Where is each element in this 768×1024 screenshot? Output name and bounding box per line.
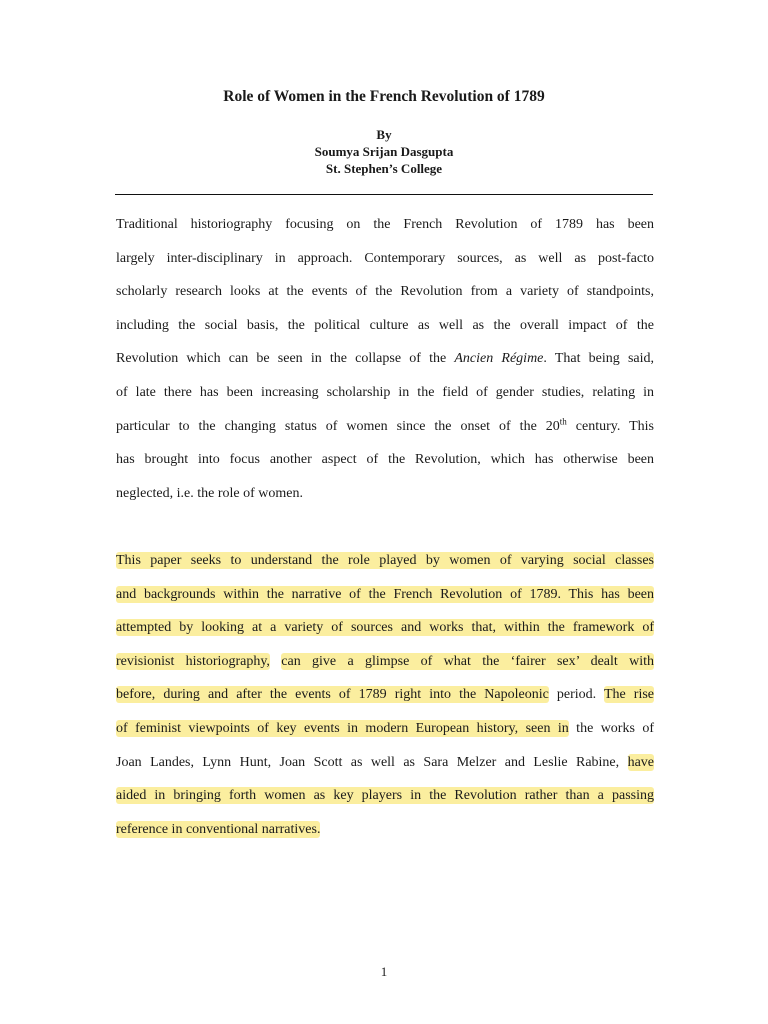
highlighted-text: have — [627, 754, 655, 770]
author-name: Soumya Srijan Dasgupta — [314, 144, 454, 159]
text-line — [116, 678, 654, 712]
text-line: including the social basis, the political culture as well as the overall impact of the — [116, 317, 654, 333]
text-segment: particular to the changing status of women since the onset of the 20 — [116, 418, 560, 434]
text-line — [116, 410, 654, 444]
text-line — [116, 813, 654, 847]
text-line — [116, 611, 654, 645]
document-title: Role of Women in the French Revolution of 1789 — [223, 88, 545, 105]
highlighted-text: before, during and after the events of 1789 right into the Napoleonic — [116, 687, 549, 703]
text-line: largely inter-disciplinary in approach. Contemporary sources, as well as post-facto — [116, 250, 654, 266]
text-line: neglected, i.e. the role of women. — [116, 485, 303, 501]
text-line — [116, 779, 654, 813]
text-segment: period. — [548, 687, 604, 703]
text-segment: Revolution which can be seen in the collapse of the — [116, 351, 447, 367]
text-segment: Joan Landes, Lynn Hunt, Joan Scott as well as Sara Melzer and Leslie Rabine, — [116, 754, 620, 770]
text-segment: the works of — [568, 720, 655, 736]
text-segment: . That being said, — [543, 351, 654, 367]
highlighted-text: This paper seeks to understand the role played by women of varying social classes — [116, 553, 654, 568]
highlighted-text: The rise — [603, 687, 655, 703]
page-number: 1 — [380, 964, 388, 979]
highlighted-text: revisionist historiography, — [116, 653, 270, 669]
text-segment: century. This — [566, 418, 654, 434]
text-line: scholarly research looks at the events of the Revolution from a variety of standpoints, — [116, 284, 654, 300]
paragraph-introduction — [116, 208, 654, 510]
institution: St. Stephen’s College — [325, 161, 443, 176]
text-line — [116, 645, 654, 679]
text-line — [116, 342, 654, 376]
text-line: has brought into focus another aspect of the Revolution, which has otherwise been — [116, 452, 654, 468]
highlighted-text: of feminist viewpoints of key events in modern European history, seen in — [116, 720, 569, 736]
byline: By — [376, 127, 392, 142]
title-divider — [115, 194, 653, 195]
italic-term: Ancien Régime — [454, 351, 544, 367]
paragraph-thesis — [116, 544, 654, 846]
highlighted-text: reference in conventional narratives. — [116, 821, 321, 837]
superscript: th — [559, 415, 567, 426]
highlighted-text: can give a glimpse of what the ‘fairer sex’ dealt with — [281, 653, 655, 669]
text-line — [116, 746, 654, 780]
text-line: Traditional historiography focusing on the French Revolution of 1789 has been — [116, 217, 654, 232]
text-line — [116, 578, 654, 612]
text-line — [116, 712, 654, 746]
highlighted-text: and backgrounds within the narrative of the French Revolution of 1789. This has been — [116, 586, 654, 602]
highlighted-text: attempted by looking at a variety of sources and works that, within the framework of — [116, 620, 654, 636]
text-line — [116, 544, 654, 578]
text-line: of late there has been increasing scholarship in the field of gender studies, relating in — [116, 384, 654, 400]
author-block — [0, 126, 768, 177]
highlighted-text: aided in bringing forth women as key players in the Revolution rather than a passing — [116, 788, 654, 804]
